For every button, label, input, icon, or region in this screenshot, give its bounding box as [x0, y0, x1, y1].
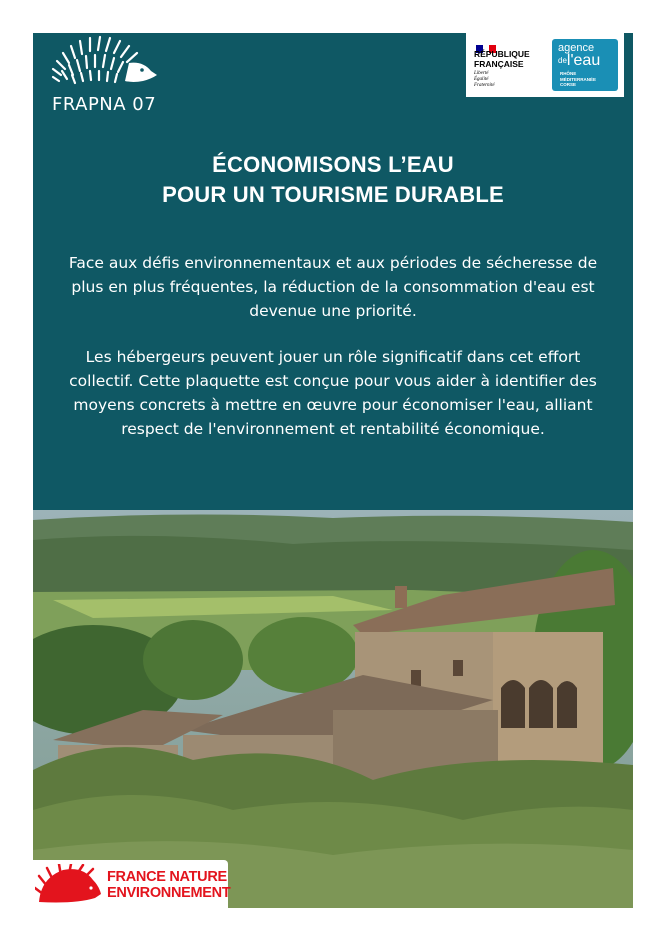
landscape-photo: [33, 510, 633, 908]
frapna-hedgehog-icon: [47, 33, 162, 93]
partner-logos: [466, 33, 624, 97]
intro-paragraph-1: Face aux défis environnementaux et aux périodes de sécheresse de plus en plus fréquentes, la réduction de la consommation d'eau est devenue une priorité.: [68, 254, 598, 320]
republique-motto: Liberté Égalité Fraternité: [474, 71, 495, 88]
republique-flag: [476, 38, 496, 46]
agence-eau-logo: agence $^{de}$l'eau RHÔNE MÉDITERRANÉE CORSE: [552, 39, 618, 91]
frapna-label: FRAPNA 07: [52, 94, 157, 115]
fne-hedgehog-icon: [35, 864, 103, 904]
fne-logo: [33, 860, 231, 908]
fne-label: FRANCE NATURE ENVIRONNEMENT: [107, 869, 231, 901]
intro-paragraph-2: Les hébergeurs peuvent jouer un rôle significatif dans cet effort collectif. Cette plaquette est conçue pour vous aider à identifier des moyens concrets à mettre en œuvre pour économiser l'eau, alliant respect de l'environnement et rentabilité économique.: [69, 348, 597, 438]
republique-francaise-label: RÉPUBLIQUE FRANÇAISE: [474, 49, 530, 69]
page-title: ÉCONOMISONS L’EAU POUR UN TOURISME DURABLE: [162, 152, 504, 207]
intro-text: [60, 251, 606, 441]
